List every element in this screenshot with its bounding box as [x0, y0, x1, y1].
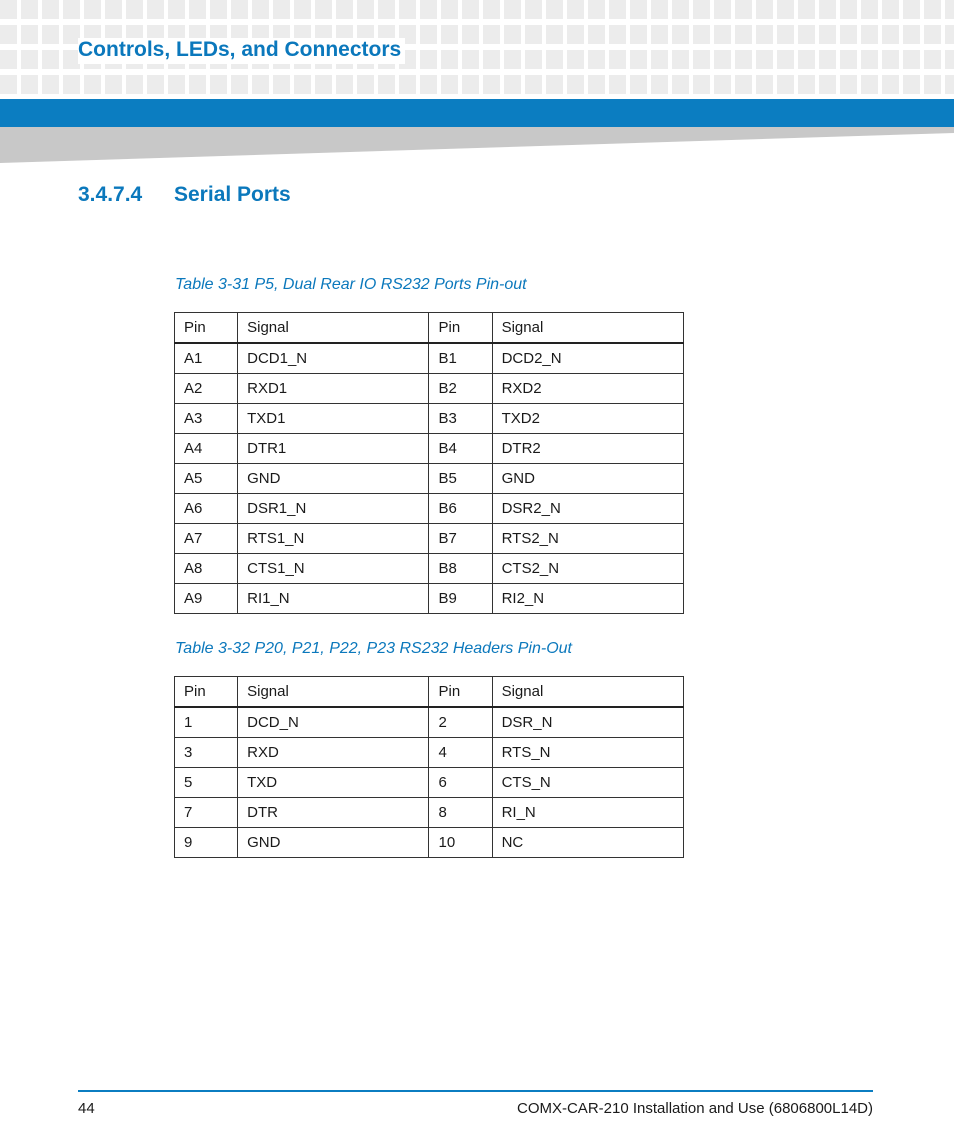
pin-cell: 6: [429, 768, 492, 798]
signal-cell: DTR2: [492, 434, 683, 464]
pin-cell: A4: [175, 434, 238, 464]
table-row: [175, 343, 684, 374]
header-blue-band: [0, 99, 954, 127]
signal-cell: RI_N: [492, 798, 683, 828]
signal-cell: RTS1_N: [238, 524, 429, 554]
pin-cell: A9: [175, 584, 238, 614]
signal-cell: TXD: [238, 768, 429, 798]
section-number: 3.4.7.4: [78, 183, 143, 206]
signal-cell: CTS_N: [492, 768, 683, 798]
pin-cell: A5: [175, 464, 238, 494]
table2-caption: Table 3-32 P20, P21, P22, P23 RS232 Headers Pin-Out: [175, 640, 572, 657]
pin-cell: 4: [429, 738, 492, 768]
table-row: [175, 524, 684, 554]
table-row: [175, 828, 684, 858]
pin-cell: 7: [175, 798, 238, 828]
column-header: Pin: [175, 313, 238, 344]
pin-cell: B6: [429, 494, 492, 524]
signal-cell: TXD1: [238, 404, 429, 434]
table-row: [175, 738, 684, 768]
signal-cell: DCD_N: [238, 707, 429, 738]
document-title: COMX-CAR-210 Installation and Use (6806800L14D): [516, 1100, 873, 1117]
signal-cell: GND: [238, 464, 429, 494]
footer-rule: [78, 1090, 873, 1092]
pin-cell: A6: [175, 494, 238, 524]
signal-cell: DCD1_N: [238, 343, 429, 374]
signal-cell: DTR: [238, 798, 429, 828]
header-gray-wedge: [0, 127, 954, 163]
table-row: [175, 554, 684, 584]
pin-cell: A1: [175, 343, 238, 374]
pin-cell: B9: [429, 584, 492, 614]
pin-cell: A3: [175, 404, 238, 434]
pin-cell: A8: [175, 554, 238, 584]
pin-cell: 8: [429, 798, 492, 828]
pin-cell: A2: [175, 374, 238, 404]
table-row: [175, 434, 684, 464]
table-header-row: [175, 677, 684, 708]
table2-pinout: [174, 676, 684, 858]
column-header: Signal: [492, 313, 683, 344]
signal-cell: GND: [238, 828, 429, 858]
signal-cell: NC: [492, 828, 683, 858]
pin-cell: B2: [429, 374, 492, 404]
table-row: [175, 494, 684, 524]
table-row: [175, 707, 684, 738]
pin-cell: B8: [429, 554, 492, 584]
signal-cell: RI1_N: [238, 584, 429, 614]
column-header: Pin: [429, 677, 492, 708]
signal-cell: DCD2_N: [492, 343, 683, 374]
column-header: Pin: [175, 677, 238, 708]
signal-cell: RTS2_N: [492, 524, 683, 554]
signal-cell: RTS_N: [492, 738, 683, 768]
signal-cell: TXD2: [492, 404, 683, 434]
signal-cell: DSR1_N: [238, 494, 429, 524]
pin-cell: B3: [429, 404, 492, 434]
table-row: [175, 374, 684, 404]
pin-cell: B7: [429, 524, 492, 554]
column-header: Pin: [429, 313, 492, 344]
pin-cell: B5: [429, 464, 492, 494]
pin-cell: A7: [175, 524, 238, 554]
signal-cell: RXD: [238, 738, 429, 768]
pin-cell: 5: [175, 768, 238, 798]
signal-cell: DTR1: [238, 434, 429, 464]
signal-cell: CTS2_N: [492, 554, 683, 584]
section-heading: [78, 183, 291, 207]
table1-caption: Table 3-31 P5, Dual Rear IO RS232 Ports Pin-out: [175, 276, 527, 293]
signal-cell: RI2_N: [492, 584, 683, 614]
pin-cell: B4: [429, 434, 492, 464]
pin-cell: 9: [175, 828, 238, 858]
pin-cell: 1: [175, 707, 238, 738]
column-header: Signal: [238, 313, 429, 344]
signal-cell: RXD2: [492, 374, 683, 404]
signal-cell: DSR_N: [492, 707, 683, 738]
pin-cell: B1: [429, 343, 492, 374]
table-row: [175, 584, 684, 614]
column-header: Signal: [238, 677, 429, 708]
table-row: [175, 798, 684, 828]
section-title: Serial Ports: [174, 183, 291, 206]
pin-cell: 10: [429, 828, 492, 858]
signal-cell: DSR2_N: [492, 494, 683, 524]
chapter-title: Controls, LEDs, and Connectors: [78, 38, 405, 64]
table-row: [175, 768, 684, 798]
column-header: Signal: [492, 677, 683, 708]
signal-cell: CTS1_N: [238, 554, 429, 584]
pin-cell: 2: [429, 707, 492, 738]
table1-pinout: [174, 312, 684, 614]
table-header-row: [175, 313, 684, 344]
pin-cell: 3: [175, 738, 238, 768]
table-row: [175, 404, 684, 434]
signal-cell: GND: [492, 464, 683, 494]
table-row: [175, 464, 684, 494]
signal-cell: RXD1: [238, 374, 429, 404]
page-number: 44: [78, 1100, 95, 1117]
